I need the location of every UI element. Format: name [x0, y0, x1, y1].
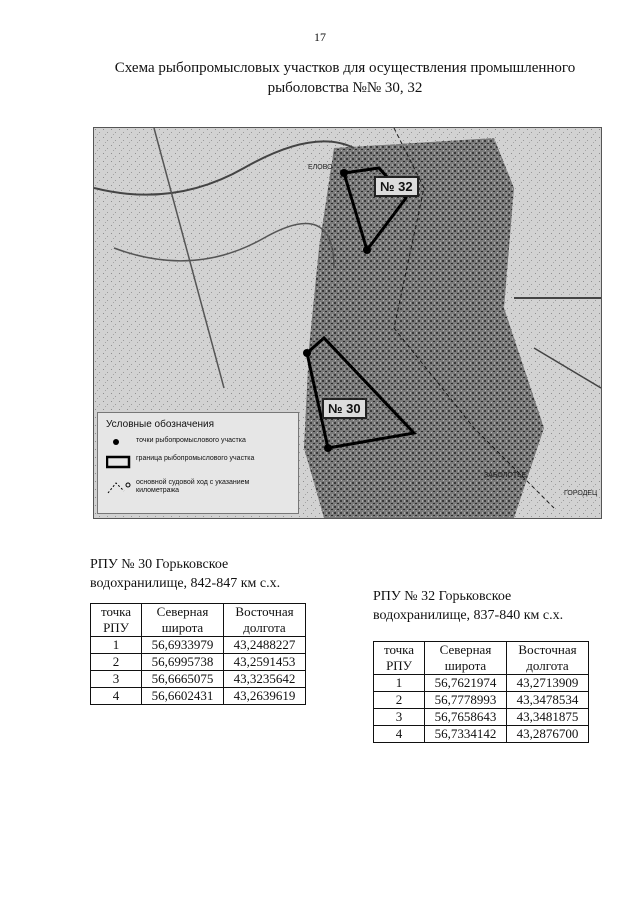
table-row	[374, 709, 589, 726]
zone-point	[324, 444, 332, 452]
column-header	[374, 642, 425, 675]
place-label: ГОРОДЕЦ	[564, 490, 598, 497]
title-line-2: рыболовства №№ 30, 32	[267, 80, 423, 96]
rpu30-heading-line-2: водохранилище, 842-847 км с.х.	[90, 576, 281, 591]
zone-point	[363, 246, 371, 254]
place-label: ЕЛОВО	[308, 164, 333, 171]
legend-text: основной судовой ход с указанием километража	[136, 479, 250, 494]
table-cell: 56,6933979	[142, 637, 224, 654]
rpu32-coordinates-table	[373, 641, 589, 743]
column-header-line: точка	[383, 642, 415, 657]
column-header-line: РПУ	[103, 620, 129, 635]
table-cell: 56,6602431	[142, 688, 224, 705]
column-header-line: широта	[444, 658, 487, 673]
table-cell: 56,7334142	[425, 726, 507, 743]
table-cell: 43,2591453	[224, 654, 306, 671]
column-header-line: РПУ	[386, 658, 412, 673]
table-row	[374, 692, 589, 709]
table-cell: 43,3478534	[507, 692, 589, 709]
table-row	[374, 675, 589, 692]
legend-title: Условные обозначения	[106, 419, 215, 430]
column-header-line: Восточная	[518, 642, 577, 657]
title-line-1: Схема рыбопромысловых участков для осуществления промышленного	[114, 60, 576, 76]
table-cell: 4	[91, 688, 142, 705]
column-header	[224, 604, 306, 637]
reservoir-water	[304, 138, 544, 518]
boundary-symbol-icon	[106, 455, 132, 469]
column-header-line: точка	[100, 604, 132, 619]
column-header-line: Северная	[156, 604, 209, 619]
column-header	[142, 604, 224, 637]
table-cell: 43,2876700	[507, 726, 589, 743]
place-label: ЗАБОЛОТЬЕ	[484, 472, 527, 479]
table-cell: 3	[91, 671, 142, 688]
table-cell: 56,7658643	[425, 709, 507, 726]
column-header	[507, 642, 589, 675]
column-header-line: долгота	[526, 658, 569, 673]
table-cell: 43,2639619	[224, 688, 306, 705]
table-cell: 43,2488227	[224, 637, 306, 654]
page-title	[95, 58, 595, 98]
zone-point	[340, 169, 348, 177]
rpu32-heading-line-1: РПУ № 32 Горьковское	[373, 589, 512, 604]
column-header	[91, 604, 142, 637]
route-symbol-icon	[106, 479, 132, 495]
table-cell: 2	[374, 692, 425, 709]
legend-text: граница рыбопромыслового участка	[136, 455, 255, 462]
zone-point	[303, 349, 311, 357]
column-header-line: Восточная	[235, 604, 294, 619]
rpu30-heading	[90, 555, 280, 593]
legend-text: точки рыбопромыслового участка	[136, 437, 246, 444]
table-cell: 56,7778993	[425, 692, 507, 709]
table-cell: 56,7621974	[425, 675, 507, 692]
table-cell: 43,3235642	[224, 671, 306, 688]
table-header-row	[91, 604, 306, 637]
table-row	[91, 637, 306, 654]
table-cell: 1	[374, 675, 425, 692]
rpu32-heading	[373, 587, 563, 625]
table-cell: 4	[374, 726, 425, 743]
table-cell: 43,2713909	[507, 675, 589, 692]
table-cell: 3	[374, 709, 425, 726]
column-header-line: широта	[161, 620, 204, 635]
table-row	[91, 654, 306, 671]
table-cell: 43,3481875	[507, 709, 589, 726]
fishing-area-map	[93, 127, 602, 519]
page-number: 17	[314, 30, 326, 44]
table-cell: 56,6995738	[142, 654, 224, 671]
column-header-line: Северная	[439, 642, 492, 657]
point-symbol-icon	[106, 437, 126, 447]
zone-label-30: № 30	[322, 398, 367, 419]
rpu30-coordinates-table	[90, 603, 306, 705]
table-row	[374, 726, 589, 743]
table-cell: 1	[91, 637, 142, 654]
rpu30-heading-line-1: РПУ № 30 Горьковское	[90, 557, 229, 572]
table-row	[91, 688, 306, 705]
table-cell: 2	[91, 654, 142, 671]
rpu32-heading-line-2: водохранилище, 837-840 км с.х.	[373, 608, 564, 623]
column-header-line: долгота	[243, 620, 286, 635]
table-cell: 56,6665075	[142, 671, 224, 688]
zone-label-32: № 32	[374, 176, 419, 197]
table-header-row	[374, 642, 589, 675]
map-legend	[97, 412, 299, 514]
column-header	[425, 642, 507, 675]
table-row	[91, 671, 306, 688]
